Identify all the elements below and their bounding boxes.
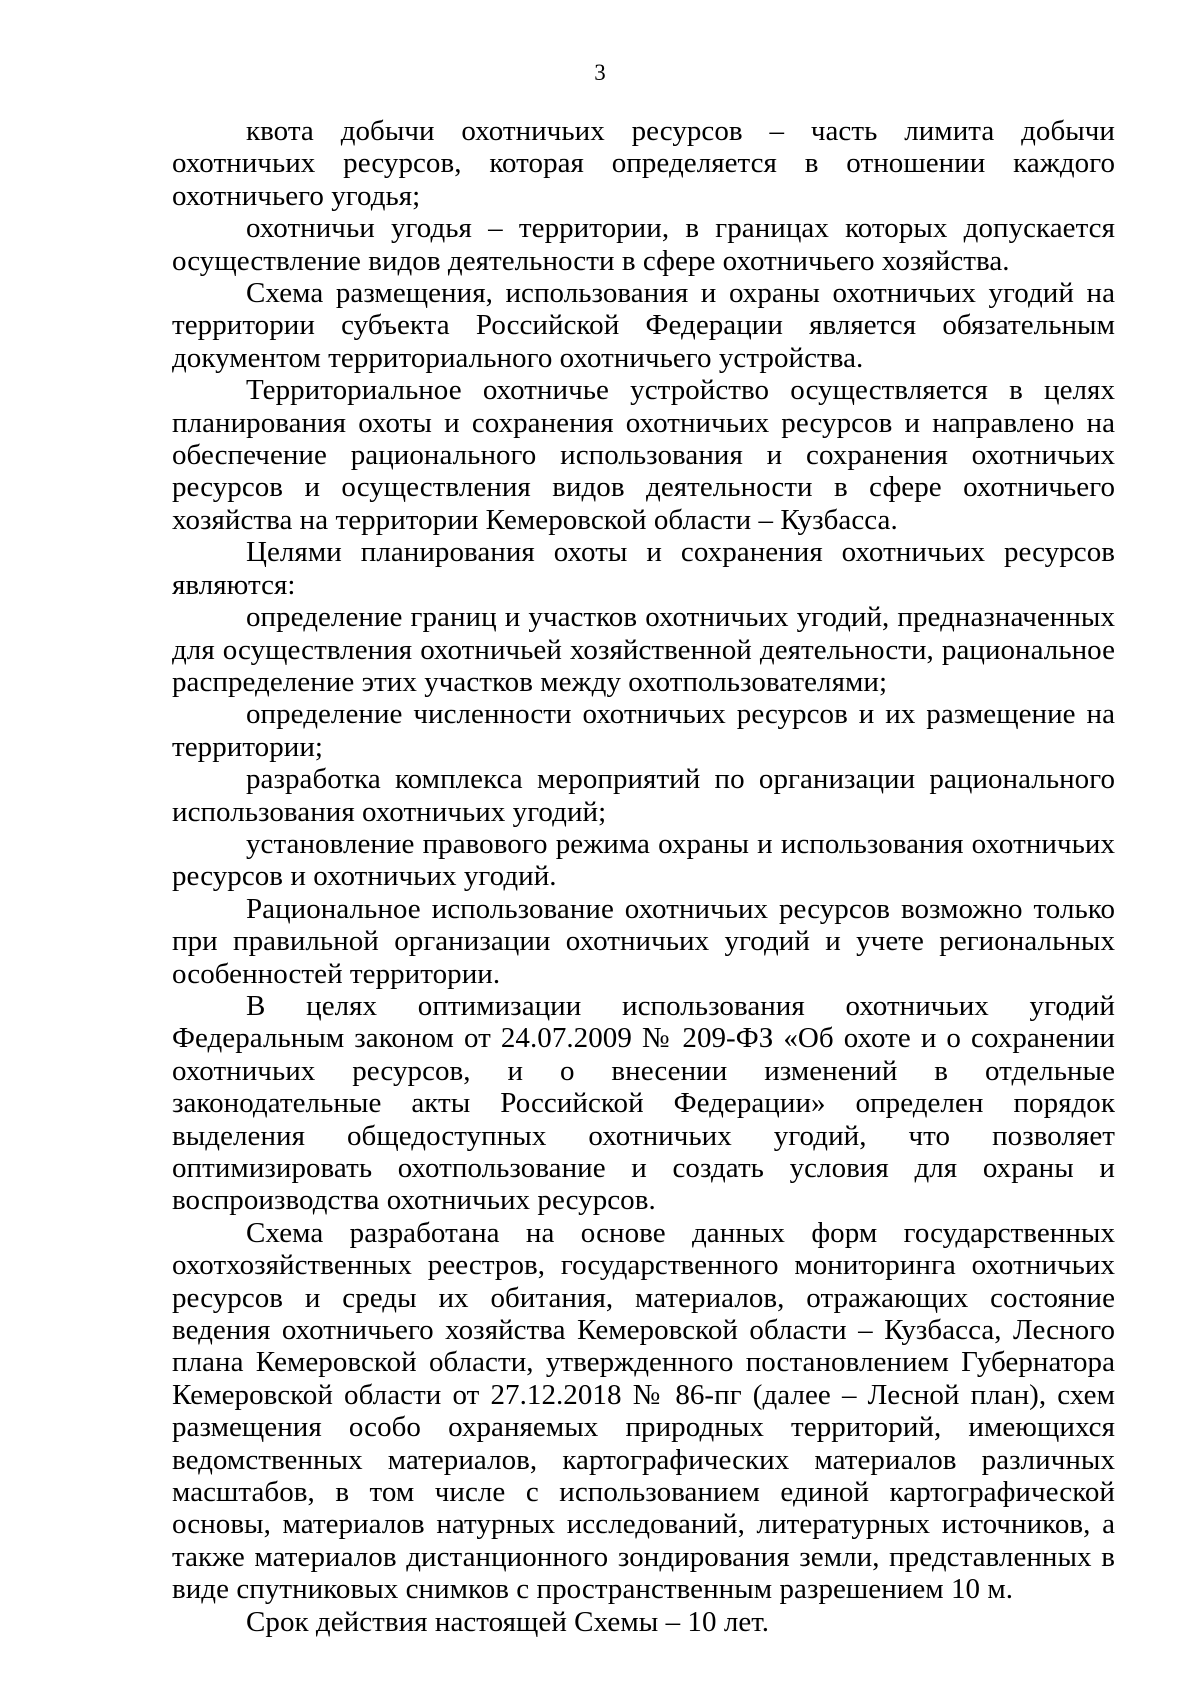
paragraph-scheme-sources: Схема разработана на основе данных форм государственных охотхозяйственных реестров, государственного мониторинга охотничьих ресурсов и среды их обитания, материалов, отражающих состояние ведения охотничьего хозяйства Кемеровской области – Кузбасса, Лесного плана Кемеровской области, утвержденного постановлением Губернатора Кемеровской области от 27.12.2018 № 86-пг (далее – Лесной план), схем размещения особо охраняемых природных территорий, имеющихся ведомственных материалов, картографических материалов различных масштабов, в том числе с использованием единой картографической основы, материалов натурных исследований, литературных источников, а также материалов дистанционного зондирования земли, представленных в виде спутниковых снимков с пространственным разрешением 10 м. [172,1216,1115,1606]
paragraph-rational-use: Рациональное использование охотничьих ресурсов возможно только при правильной организации охотничьих угодий и учете региональных особенностей территории. [172,892,1115,990]
paragraph-planning-goals: Целями планирования охоты и сохранения охотничьих ресурсов являются: [172,536,1115,601]
paragraph-federal-law: В целях оптимизации использования охотничьих угодий Федеральным законом от 24.07.2009 № 209-ФЗ «Об охоте и о сохранении охотничьих ресурсов, и о внесении изменений в отдельные законодательные акты Российской Федерации» определен порядок выделения общедоступных охотничьих угодий, что позволяет оптимизировать охотпользование и создать условия для охраны и воспроизводства охотничьих ресурсов. [172,989,1115,1217]
list-item-measures: разработка комплекса мероприятий по организации рационального использования охотничьих угодий; [172,763,1115,828]
list-item-legal-regime: установление правового режима охраны и использования охотничьих ресурсов и охотничьих угодий. [172,827,1115,893]
document-body [172,115,1115,1638]
paragraph-quota-definition: квота добычи охотничьих ресурсов – часть лимита добычи охотничьих ресурсов, которая определяется в отношении каждого охотничьего угодья; [172,115,1115,212]
list-item-population: определение численности охотничьих ресурсов и их размещение на территории; [172,698,1115,763]
paragraph-hunting-grounds-definition: охотничьи угодья – территории, в границах которых допускается осуществление видов деятельности в сфере охотничьего хозяйства. [172,212,1115,277]
page-number: 3 [594,60,606,85]
paragraph-validity-period: Срок действия настоящей Схемы – 10 лет. [246,1605,770,1638]
list-item-boundaries: определение границ и участков охотничьих угодий, предназначенных для осуществления охотничьей хозяйственной деятельности, рациональное распределение этих участков между охотпользователями; [172,601,1115,698]
paragraph-territorial-arrangement: Территориальное охотничье устройство осуществляется в целях планирования охоты и сохранения охотничьих ресурсов и направлено на обеспечение рационального использования и сохранения охотничьих ресурсов и осуществления видов деятельности в сфере охотничьего хозяйства на территории Кемеровской области – Кузбасса. [172,374,1115,536]
paragraph-scheme-mandatory: Схема размещения, использования и охраны охотничьих угодий на территории субъекта Российской Федерации является обязательным документом территориального охотничьего устройства. [172,277,1115,374]
